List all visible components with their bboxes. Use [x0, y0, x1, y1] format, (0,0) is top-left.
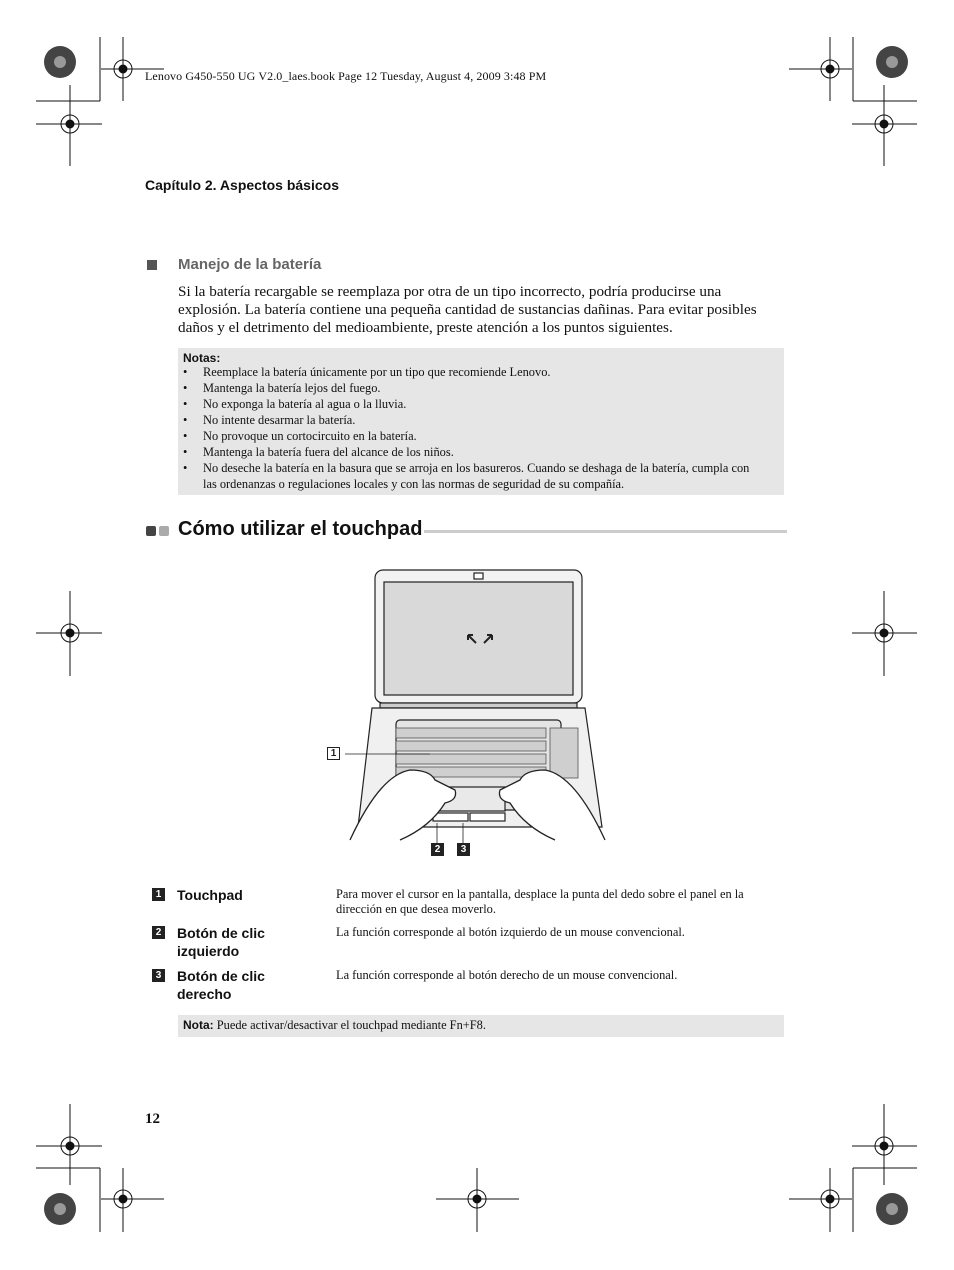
section-title-touchpad: Cómo utilizar el touchpad	[178, 518, 423, 540]
list-item: • Mantenga la batería fuera del alcance de los niños.	[183, 445, 454, 459]
note-text	[183, 1018, 486, 1033]
heading-rule	[424, 530, 787, 533]
item-number: 2	[152, 926, 165, 939]
item-description: La función corresponde al botón izquierdo de un mouse convencional.	[336, 925, 685, 939]
notes-heading: Notas:	[183, 351, 221, 365]
list-item: • No provoque un cortocircuito en la batería.	[183, 429, 417, 443]
list-item: • Mantenga la batería lejos del fuego.	[183, 381, 381, 395]
figure-callout-3: 3	[457, 843, 470, 856]
heading-square-icon	[159, 526, 169, 536]
section-title-battery: Manejo de la batería	[178, 256, 322, 273]
laptop-touchpad-illustration	[340, 565, 610, 865]
table-row	[152, 886, 784, 920]
list-item: • No deseche la batería en la basura que se arroja en los basureros. Cuando se deshaga de la batería, cumpla con las ordenanzas o regulaciones locales y con las normas de seguridad de su compañía.	[183, 461, 750, 491]
chapter-title: Capítulo 2. Aspectos básicos	[145, 177, 339, 193]
item-number: 1	[152, 888, 165, 901]
notes-list	[183, 364, 763, 492]
touchpad-note-box	[178, 1015, 784, 1037]
table-row	[152, 967, 784, 1005]
note-label: Nota:	[183, 1018, 214, 1032]
figure-callout-2: 2	[431, 843, 444, 856]
list-item: • Reemplace la batería únicamente por un tipo que recomiende Lenovo.	[183, 365, 551, 379]
list-item: • No intente desarmar la batería.	[183, 413, 356, 427]
item-label: Botón de clic izquierdo	[177, 925, 265, 959]
table-row	[152, 924, 784, 962]
item-label: Botón de clic derecho	[177, 968, 265, 1002]
item-description: La función corresponde al botón derecho de un mouse convencional.	[336, 968, 678, 982]
battery-notes-box	[178, 348, 784, 495]
page-number: 12	[145, 1111, 160, 1127]
touchpad-heading-row	[146, 518, 787, 544]
heading-square-icon	[146, 526, 156, 536]
battery-paragraph: Si la batería recargable se reemplaza por otra de un tipo incorrecto, podría producirse una explosión. La batería contiene una pequeña cantidad de sustancias dañinas. Para evitar posibles daños y el detrimento del medioambiente, preste atención a los puntos siguientes.	[178, 283, 757, 336]
item-description: Para mover el cursor en la pantalla, desplace la punta del dedo sobre el panel en la dirección en que desea moverlo.	[336, 887, 744, 916]
book-slug: Lenovo G450-550 UG V2.0_laes.book Page 12 Tuesday, August 4, 2009 3:48 PM	[145, 69, 547, 83]
section-bullet-icon	[147, 260, 157, 270]
figure-callout-1: 1	[327, 747, 340, 760]
note-body: Puede activar/desactivar el touchpad mediante Fn+F8.	[213, 1018, 486, 1032]
list-item: • No exponga la batería al agua o la lluvia.	[183, 397, 407, 411]
item-number: 3	[152, 969, 165, 982]
item-label: Touchpad	[177, 887, 243, 903]
